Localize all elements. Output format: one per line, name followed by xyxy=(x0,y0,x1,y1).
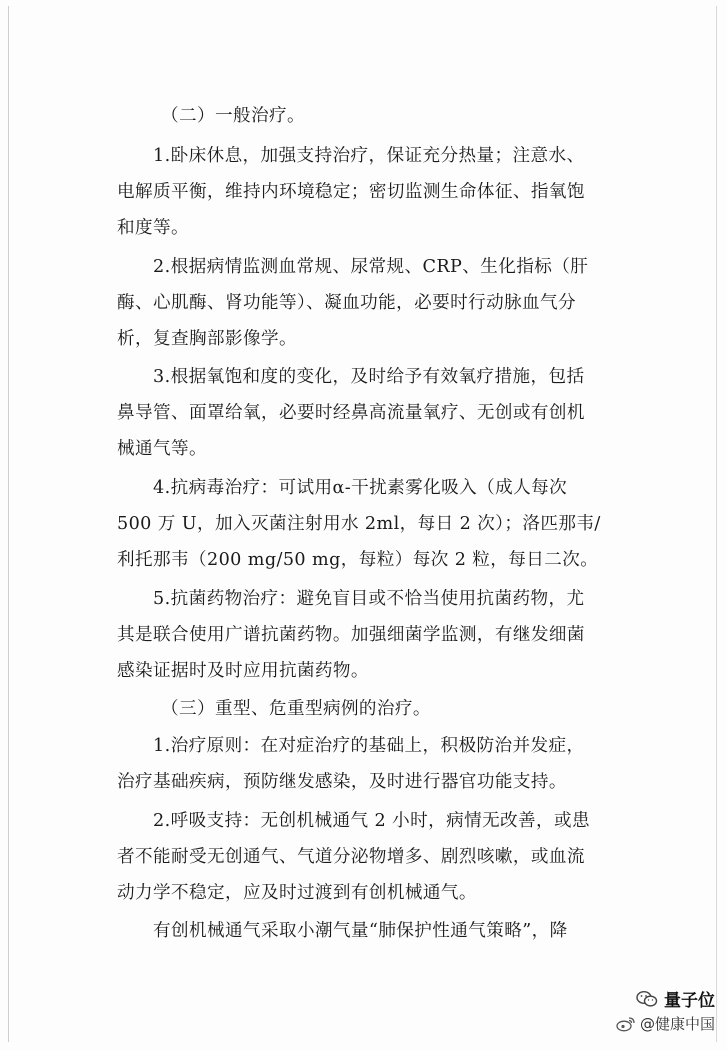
text-line: 者不能耐受无创通气、气道分泌物增多、剧烈咳嗽，或血流 xyxy=(117,847,585,867)
wechat-icon xyxy=(636,990,658,1008)
text-line: 析，复查胸部影像学。 xyxy=(117,329,297,349)
text-line: 其是联合使用广谱抗菌药物。加强细菌学监测，有继发细菌 xyxy=(117,625,585,645)
text-line: 有创机械通气采取小潮气量“肺保护性通气策略”，降 xyxy=(153,921,568,941)
text-line: 酶、心肌酶、肾功能等）、凝血功能，必要时行动脉血气分 xyxy=(117,293,577,313)
weibo-handle: @健康中国 xyxy=(639,1015,715,1033)
weibo-row xyxy=(616,1013,715,1034)
section-heading-severe: （三）重型、危重型病例的治疗。 xyxy=(161,699,431,719)
weibo-icon xyxy=(616,1016,636,1032)
text-line: 鼻导管、面罩给氧，必要时经鼻高流量氧疗、无创或有创机 xyxy=(117,403,585,423)
brand-row xyxy=(616,986,715,1011)
text-line: 感染证据时及时应用抗菌药物。 xyxy=(117,661,369,681)
section-heading-general: （二）一般治疗。 xyxy=(161,106,305,126)
text-line: 治疗基础疾病，预防继发感染，及时进行器官功能支持。 xyxy=(117,772,567,792)
text-line: 3.根据氧饱和度的变化，及时给予有效氧疗措施，包括 xyxy=(153,367,585,387)
text-line: 5.抗菌药物治疗：避免盲目或不恰当使用抗菌药物，尤 xyxy=(153,589,585,609)
watermark xyxy=(616,986,715,1034)
text-line: 4.抗病毒治疗：可试用α-干扰素雾化吸入（成人每次 xyxy=(153,478,568,498)
text-line: 1.卧床休息，加强支持治疗，保证充分热量；注意水、 xyxy=(153,146,585,166)
text-line: 500 万 U，加入灭菌注射用水 2ml，每日 2 次）；洛匹那韦/ xyxy=(117,514,601,534)
brand-name: 量子位 xyxy=(664,991,715,1011)
text-line: 动力学不稳定，应及时过渡到有创机械通气。 xyxy=(117,883,477,903)
text-line: 和度等。 xyxy=(117,218,189,238)
text-line: 1.治疗原则：在对症治疗的基础上，积极防治并发症， xyxy=(153,736,585,756)
text-line: 2.呼吸支持：无创机械通气 2 小时，病情无改善，或患 xyxy=(153,811,591,831)
text-line: 2.根据病情监测血常规、尿常规、CRP、生化指标（肝 xyxy=(153,257,589,277)
text-line: 械通气等。 xyxy=(117,439,207,459)
text-line: 电解质平衡，维持内环境稳定；密切监测生命体征、指氧饱 xyxy=(117,182,585,202)
text-line: 利托那韦（200 mg/50 mg，每粒）每次 2 粒，每日二次。 xyxy=(117,550,599,570)
